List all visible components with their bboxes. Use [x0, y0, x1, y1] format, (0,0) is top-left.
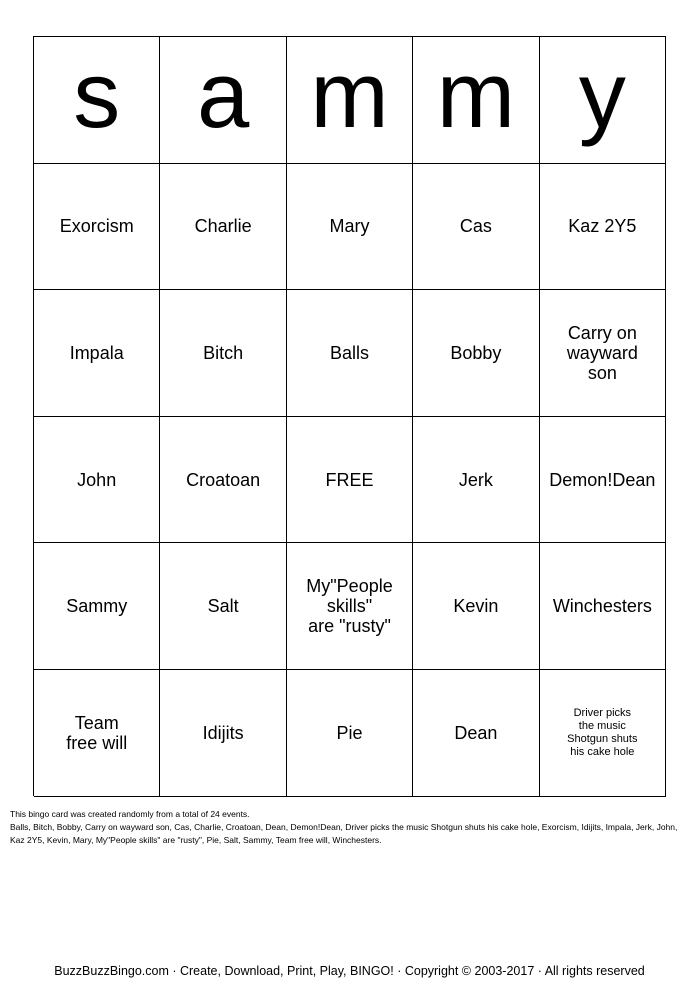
header-letter: m	[287, 37, 413, 164]
bingo-cell: Charlie	[160, 164, 286, 291]
bingo-row	[34, 670, 666, 797]
bingo-cell: Exorcism	[34, 164, 160, 291]
bingo-cell: Kaz 2Y5	[540, 164, 666, 291]
bingo-cell: Demon!Dean	[540, 417, 666, 544]
bingo-card	[33, 36, 666, 796]
bingo-cell: Balls	[287, 290, 413, 417]
bingo-cell: Sammy	[34, 543, 160, 670]
bingo-row	[34, 417, 666, 544]
bingo-cell: Cas	[413, 164, 539, 291]
header-letter: a	[160, 37, 286, 164]
header-row	[34, 37, 666, 164]
bingo-cell: Driver picks the music Shotgun shuts his cake hole	[540, 670, 666, 797]
bingo-cell: Winchesters	[540, 543, 666, 670]
info-event-list: Balls, Bitch, Bobby, Carry on wayward son, Cas, Charlie, Croatoan, Dean, Demon!Dean, Driver picks the music Shotgun shuts his cake hole, Exorcism, Idijits, Impala, Jerk, John, Kaz 2Y5, Kevin, Mary, My"People skills" are "rusty", Pie, Salt, Sammy, Team free will, Winchesters.	[10, 822, 678, 845]
bingo-cell: Mary	[287, 164, 413, 291]
bingo-row	[34, 290, 666, 417]
bingo-cell: Croatoan	[160, 417, 286, 544]
free-space-cell: FREE	[287, 417, 413, 544]
bingo-cell: Salt	[160, 543, 286, 670]
header-letter: s	[34, 37, 160, 164]
bingo-cell: Bobby	[413, 290, 539, 417]
bingo-cell: My"People skills" are "rusty"	[287, 543, 413, 670]
bingo-cell: John	[34, 417, 160, 544]
info-summary: This bingo card was created randomly from a total of 24 events.	[10, 809, 250, 819]
bingo-row	[34, 164, 666, 291]
bingo-cell: Team free will	[34, 670, 160, 797]
card-info	[10, 808, 690, 847]
bingo-cell: Carry on wayward son	[540, 290, 666, 417]
header-letter: y	[540, 37, 666, 164]
bingo-cell: Impala	[34, 290, 160, 417]
bingo-cell: Idijits	[160, 670, 286, 797]
header-letter: m	[413, 37, 539, 164]
bingo-row	[34, 543, 666, 670]
bingo-cell: Pie	[287, 670, 413, 797]
footer-text: BuzzBuzzBingo.com · Create, Download, Print, Play, BINGO! · Copyright © 2003-2017 · All rights reserved	[54, 964, 645, 978]
bingo-cell: Dean	[413, 670, 539, 797]
bingo-cell: Kevin	[413, 543, 539, 670]
bingo-cell: Bitch	[160, 290, 286, 417]
bingo-cell: Jerk	[413, 417, 539, 544]
